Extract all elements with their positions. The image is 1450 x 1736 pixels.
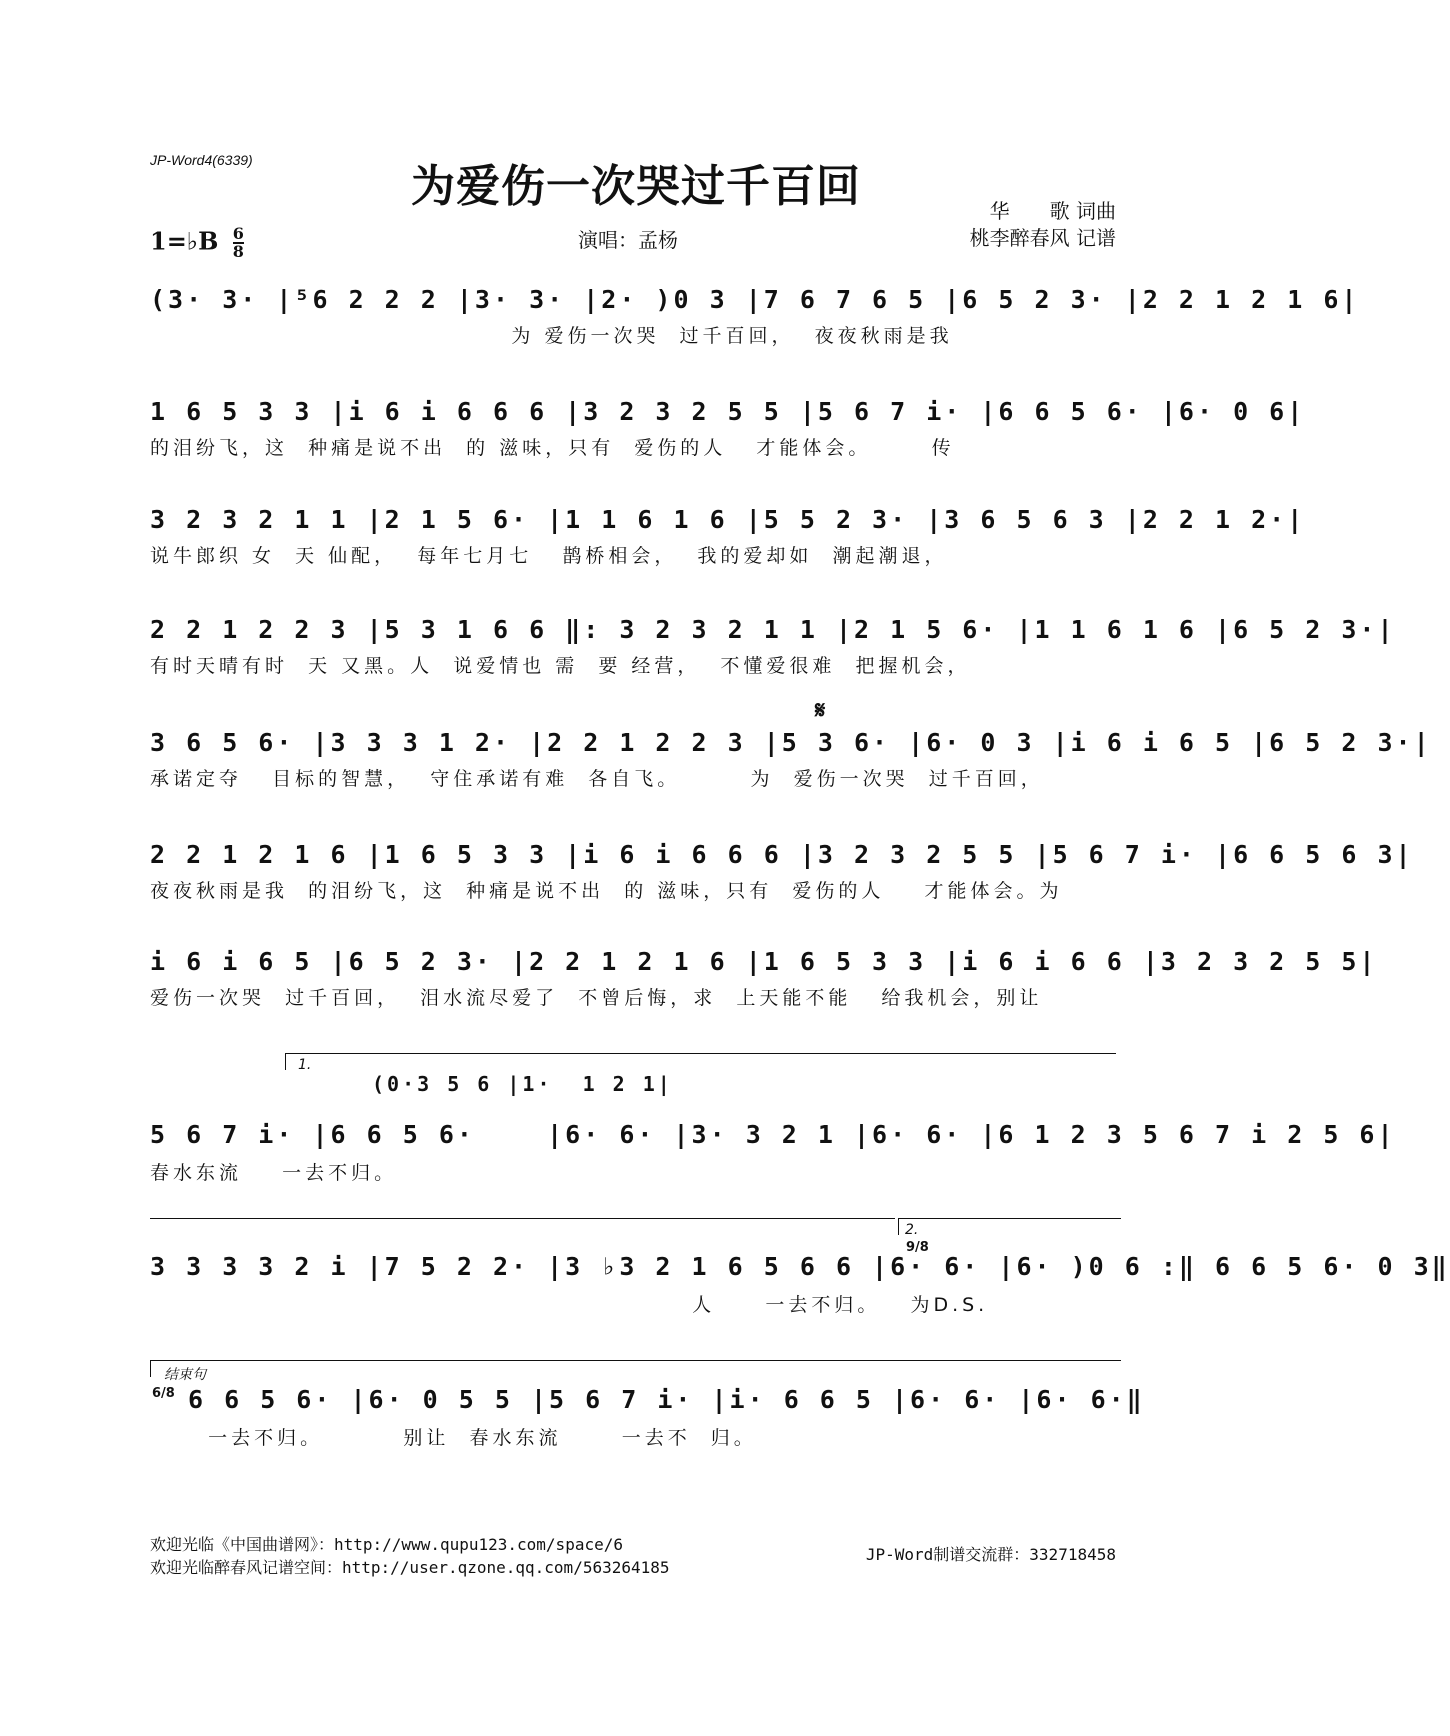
lyrics-line: 承诺定夺 目标的智慧， 守住承诺有难 各自飞。 为 爱伤一次哭 过千百回，: [150, 768, 1044, 790]
performer: 演唱：孟杨: [578, 228, 678, 252]
key-signature: [150, 226, 244, 260]
notes-line: 3 3 3 3 2 i |7 5 2 2· |3 ♭3 2 1 6 5 6 6 |6· 6· |6· )0 6 :‖ 6 6 5 6· 0 3‖: [150, 1252, 1450, 1281]
notes-line: 5 6 7 i· |6 6 5 6· |6· 6· |3· 3 2 1 |6· 6· |6 1 2 3 5 6 7 i 2 5 6|: [150, 1120, 1396, 1149]
coda-time: 6/8: [152, 1386, 175, 1401]
notes-line: 2 2 1 2 2 3 |5 3 1 6 6 ‖: 3 2 3 2 1 1 |2 1 5 6· |1 1 6 1 6 |6 5 2 3·|: [150, 615, 1396, 644]
composer-credit: 华 歌 词曲: [989, 199, 1116, 223]
lyrics-line: 夜夜秋雨是我 的泪纷飞，这 种痛是说不出 的 滋味，只有 爱伤的人 才能体会。为: [150, 880, 1063, 902]
time-numerator: 6: [232, 224, 244, 243]
lyrics-line: 说牛郎织 女 天 仙配， 每年七月七 鹊桥相会， 我的爱却如 潮起潮退，: [150, 545, 948, 567]
volta-1-label: 1.: [298, 1057, 312, 1073]
lyrics-line: 爱伤一次哭 过千百回， 泪水流尽爱了 不曾后悔，求 上天能不能 给我机会，别让: [150, 987, 1043, 1009]
lyrics-line: 的泪纷飞，这 种痛是说不出 的 滋味，只有 爱伤的人 才能体会。 传: [150, 437, 955, 459]
footer-link-qupu[interactable]: 欢迎光临《中国曲谱网》：http://www.qupu123.com/space/6: [150, 1535, 623, 1554]
interlude-notes: (0·3 5 6 |1· 1 2 1|: [372, 1072, 673, 1096]
notes-line: 6 6 5 6· |6· 0 5 5 |5 6 7 i· |i· 6 6 5 |6· 6· |6· 6·‖: [188, 1385, 1145, 1414]
time-signature: [233, 226, 244, 260]
volta-2-time: 9/8: [906, 1240, 929, 1255]
notes-line: 3 2 3 2 1 1 |2 1 5 6· |1 1 6 1 6 |5 5 2 3· |3 6 5 6 3 |2 2 1 2·|: [150, 505, 1306, 534]
notes-line: 1 6 5 3 3 |i 6 i 6 6 6 |3 2 3 2 5 5 |5 6 7 i· |6 6 5 6· |6· 0 6|: [150, 397, 1306, 426]
lyrics-line: 春水东流 一去不归。: [150, 1162, 398, 1184]
time-denominator: 8: [232, 242, 244, 261]
transcriber-credit: 桃李醉春风 记谱: [969, 226, 1116, 250]
key-label: 1=♭B: [150, 226, 219, 256]
coda-label: 结束句: [164, 1367, 206, 1383]
notes-line: 2 2 1 2 1 6 |1 6 5 3 3 |i 6 i 6 6 6 |3 2 3 2 5 5 |5 6 7 i· |6 6 5 6 3|: [150, 840, 1414, 869]
segno-sign: 𝄋: [815, 696, 826, 724]
lyrics-line: 有时天晴有时 天 又黑。人 说爱情也 需 要 经营， 不懂爱很难 把握机会，: [150, 655, 971, 677]
lyrics-line: 一去不归。 别让 春水东流 一去不 归。: [188, 1427, 757, 1449]
coda-bracket: [150, 1360, 1121, 1377]
volta-2-bracket: [898, 1218, 1121, 1235]
notes-line: (3· 3· |⁵6 2 2 2 |3· 3· |2· )0 3 |7 6 7 6 5 |6 5 2 3· |2 2 1 2 1 6|: [150, 285, 1360, 314]
volta-1-continuation: [150, 1218, 895, 1235]
lyrics-line: 人 一去不归。 为D.S.: [150, 1294, 989, 1316]
lyrics-line: 为 爱伤一次哭 过千百回， 夜夜秋雨是我: [150, 325, 953, 347]
software-label: JP-Word4(6339): [150, 152, 253, 168]
volta-2-label: 2.: [905, 1222, 919, 1238]
volta-1-bracket: [285, 1053, 1116, 1070]
footer-link-qzone[interactable]: 欢迎光临醉春风记谱空间：http://user.qzone.qq.com/563264185: [150, 1558, 670, 1577]
footer-group: JP-Word制谱交流群：332718458: [865, 1545, 1116, 1564]
song-title: 为爱伤一次哭过千百回: [411, 161, 861, 212]
notes-line: i 6 i 6 5 |6 5 2 3· |2 2 1 2 1 6 |1 6 5 3 3 |i 6 i 6 6 |3 2 3 2 5 5|: [150, 947, 1378, 976]
notes-line: 3 6 5 6· |3 3 3 1 2· |2 2 1 2 2 3 |5 3 6· |6· 0 3 |i 6 i 6 5 |6 5 2 3·|: [150, 728, 1432, 757]
